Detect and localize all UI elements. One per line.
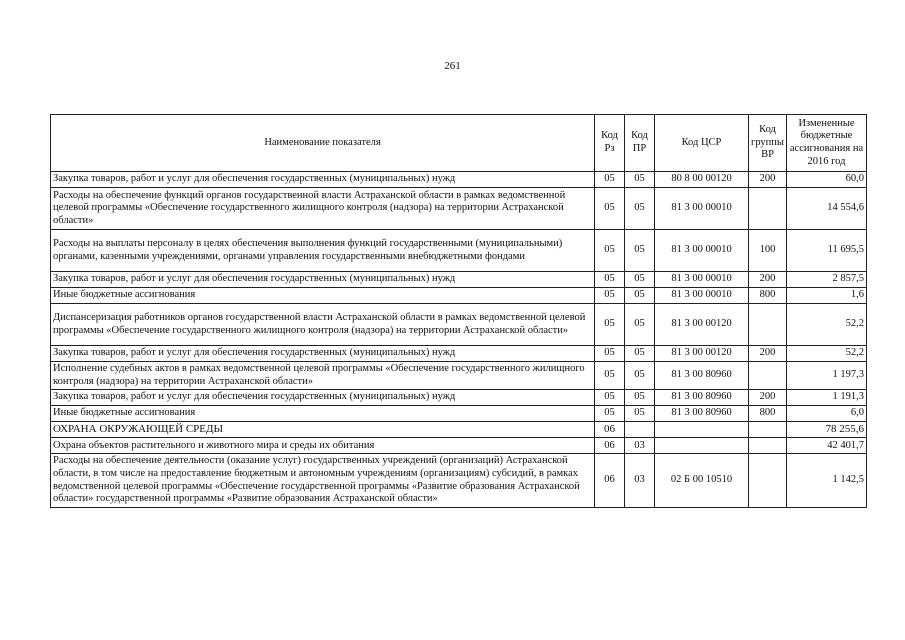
cell-name: Иные бюджетные ассигнования xyxy=(51,288,595,304)
cell-pr: 03 xyxy=(625,454,655,507)
cell-vr: 200 xyxy=(749,172,787,188)
cell-rz: 05 xyxy=(595,188,625,230)
cell-vr: 200 xyxy=(749,346,787,362)
cell-pr: 03 xyxy=(625,438,655,454)
cell-name: Закупка товаров, работ и услуг для обеспечения государственных (муниципальных) нужд xyxy=(51,172,595,188)
table-row xyxy=(51,272,867,288)
table-row xyxy=(51,362,867,390)
cell-vr xyxy=(749,188,787,230)
cell-csr: 80 8 00 00120 xyxy=(655,172,749,188)
cell-name: Закупка товаров, работ и услуг для обеспечения государственных (муниципальных) нужд xyxy=(51,390,595,406)
cell-amount: 1,6 xyxy=(787,288,867,304)
header-amount: Измененные бюджетные ассигнования на 2016 год xyxy=(787,115,867,172)
cell-name: Исполнение судебных актов в рамках ведомственной целевой программы «Обеспечение государственного жилищного контроля (надзора) на территории Астраханской области» xyxy=(51,362,595,390)
cell-csr: 81 3 00 00010 xyxy=(655,288,749,304)
cell-name: Охрана объектов растительного и животного мира и среды их обитания xyxy=(51,438,595,454)
cell-pr: 05 xyxy=(625,188,655,230)
cell-pr: 05 xyxy=(625,304,655,346)
cell-name: Диспансеризация работников органов государственной власти Астраханской области в рамках ведомственной целевой программы «Обеспечение государственного жилищного контроля (надзора) на территории Астраханской области» xyxy=(51,304,595,346)
page-number: 261 xyxy=(444,60,461,72)
table-row xyxy=(51,406,867,422)
table-header-row xyxy=(51,115,867,172)
cell-rz: 05 xyxy=(595,362,625,390)
table-row xyxy=(51,438,867,454)
cell-pr: 05 xyxy=(625,272,655,288)
header-rz: Код Рз xyxy=(595,115,625,172)
budget-table xyxy=(50,114,867,508)
cell-vr xyxy=(749,304,787,346)
cell-csr: 02 Б 00 10510 xyxy=(655,454,749,507)
cell-csr: 81 3 00 00120 xyxy=(655,346,749,362)
cell-amount: 2 857,5 xyxy=(787,272,867,288)
cell-name: Расходы на обеспечение функций органов государственной власти Астраханской области в рамках ведомственной целевой программы «Обеспечение государственного жилищного контроля (надзора) на территории Астраханской области» xyxy=(51,188,595,230)
header-name: Наименование показателя xyxy=(51,115,595,172)
header-csr: Код ЦСР xyxy=(655,115,749,172)
cell-amount: 1 142,5 xyxy=(787,454,867,507)
cell-vr xyxy=(749,438,787,454)
cell-rz: 05 xyxy=(595,288,625,304)
header-pr: Код ПР xyxy=(625,115,655,172)
cell-rz: 06 xyxy=(595,438,625,454)
cell-amount: 52,2 xyxy=(787,346,867,362)
cell-vr: 200 xyxy=(749,272,787,288)
cell-amount: 6,0 xyxy=(787,406,867,422)
cell-csr: 81 3 00 00010 xyxy=(655,230,749,272)
cell-name: Закупка товаров, работ и услуг для обеспечения государственных (муниципальных) нужд xyxy=(51,272,595,288)
cell-amount: 60,0 xyxy=(787,172,867,188)
cell-vr xyxy=(749,454,787,507)
cell-amount: 11 695,5 xyxy=(787,230,867,272)
cell-vr xyxy=(749,422,787,438)
cell-rz: 06 xyxy=(595,454,625,507)
cell-vr: 800 xyxy=(749,406,787,422)
header-vr: Код группы ВР xyxy=(749,115,787,172)
cell-pr: 05 xyxy=(625,288,655,304)
table-row xyxy=(51,422,867,438)
table-row xyxy=(51,304,867,346)
cell-pr: 05 xyxy=(625,390,655,406)
cell-pr: 05 xyxy=(625,172,655,188)
table-row xyxy=(51,188,867,230)
cell-amount: 1 191,3 xyxy=(787,390,867,406)
table-row xyxy=(51,346,867,362)
cell-pr: 05 xyxy=(625,230,655,272)
cell-name: Иные бюджетные ассигнования xyxy=(51,406,595,422)
cell-amount: 14 554,6 xyxy=(787,188,867,230)
cell-amount: 52,2 xyxy=(787,304,867,346)
table-row xyxy=(51,172,867,188)
cell-amount: 1 197,3 xyxy=(787,362,867,390)
cell-rz: 05 xyxy=(595,304,625,346)
cell-pr: 05 xyxy=(625,362,655,390)
cell-csr: 81 3 00 00010 xyxy=(655,272,749,288)
cell-csr: 81 3 00 80960 xyxy=(655,362,749,390)
table-row xyxy=(51,230,867,272)
cell-rz: 05 xyxy=(595,390,625,406)
cell-name: Закупка товаров, работ и услуг для обеспечения государственных (муниципальных) нужд xyxy=(51,346,595,362)
cell-vr xyxy=(749,362,787,390)
table-row xyxy=(51,454,867,507)
cell-rz: 05 xyxy=(595,172,625,188)
cell-rz: 05 xyxy=(595,272,625,288)
cell-name: Расходы на обеспечение деятельности (оказание услуг) государственных учреждений (организаций) Астраханской области, в том числе на предоставление бюджетным и автономным учреждениям (организациям) субсидий, в рамках ведомственной целевой программы «Обеспечение государственной программы «Развитие образования Астраханской области» государственной программы «Развитие образования Астраханской области» xyxy=(51,454,595,507)
cell-pr: 05 xyxy=(625,406,655,422)
cell-amount: 42 401,7 xyxy=(787,438,867,454)
cell-rz: 05 xyxy=(595,346,625,362)
cell-vr: 200 xyxy=(749,390,787,406)
cell-csr xyxy=(655,422,749,438)
cell-name: ОХРАНА ОКРУЖАЮЩЕЙ СРЕДЫ xyxy=(51,422,595,438)
cell-csr: 81 3 00 80960 xyxy=(655,406,749,422)
cell-rz: 05 xyxy=(595,230,625,272)
table-row xyxy=(51,288,867,304)
cell-pr xyxy=(625,422,655,438)
cell-vr: 800 xyxy=(749,288,787,304)
cell-vr: 100 xyxy=(749,230,787,272)
cell-rz: 06 xyxy=(595,422,625,438)
table-row xyxy=(51,390,867,406)
cell-csr xyxy=(655,438,749,454)
cell-rz: 05 xyxy=(595,406,625,422)
cell-pr: 05 xyxy=(625,346,655,362)
cell-csr: 81 3 00 00010 xyxy=(655,188,749,230)
cell-csr: 81 3 00 80960 xyxy=(655,390,749,406)
cell-amount: 78 255,6 xyxy=(787,422,867,438)
cell-csr: 81 3 00 00120 xyxy=(655,304,749,346)
cell-name: Расходы на выплаты персоналу в целях обеспечения выполнения функций государственными (муниципальными) органами, казенными учреждениями, органами управления государственными внебюджетными фондами xyxy=(51,230,595,272)
